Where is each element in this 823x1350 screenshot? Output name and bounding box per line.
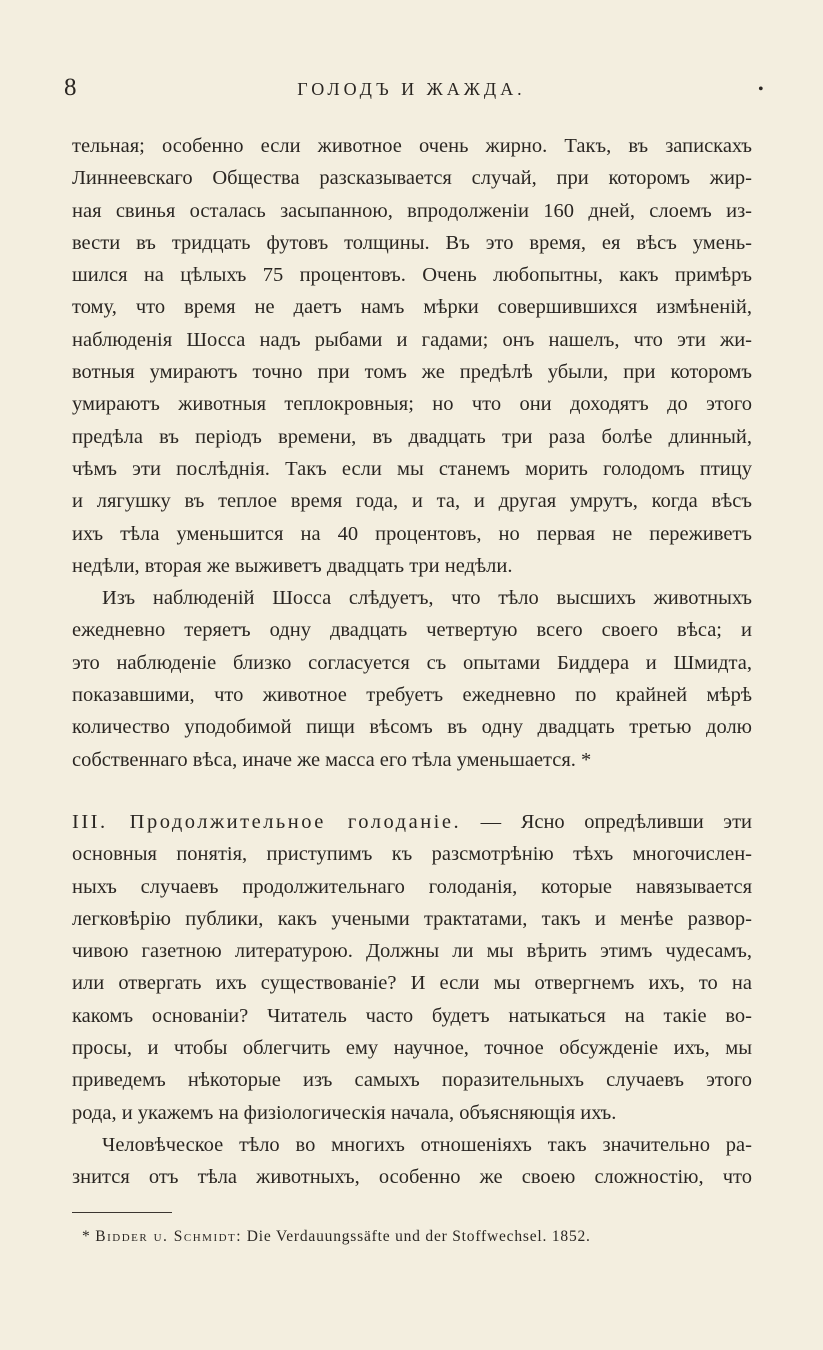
text-line: приведемъ нѣкоторые изъ самыхъ поразительныхъ случаевъ этого (72, 1069, 752, 1092)
text-line: ныхъ случаевъ продолжительнаго голоданія, которые навязывается (72, 875, 752, 898)
text-line: рода, и укажемъ на физіологическія начала, объясняющія ихъ. (72, 1101, 617, 1124)
text-line: вести въ тридцать футовъ толщины. Въ это время, ея вѣсъ умень- (72, 231, 752, 254)
text-line: предѣла въ періодъ времени, въ двадцать три раза болѣе длинный, (72, 425, 752, 448)
text-line: легковѣрію публики, какъ учеными трактатами, такъ и менѣе развор- (72, 907, 752, 930)
text-line: это наблюденіе близко согласуется съ опытами Биддера и Шмидта, (72, 651, 752, 674)
text-line: ежедневно теряетъ одну двадцать четвертую всего своего вѣса; и (72, 619, 752, 642)
text-line: или отвергать ихъ существованіе? И если мы отвергнемъ ихъ, то на (72, 972, 752, 995)
text-line: Линнеевскаго Общества разсказывается случай, при которомъ жир- (72, 167, 752, 190)
text-line: наблюденія Шосса надъ рыбами и гадами; онъ нашелъ, что эти жи- (72, 328, 752, 351)
footnote-marker: * (82, 1228, 91, 1245)
text-line: вотныя умираютъ точно при томъ же предѣлѣ убыли, при которомъ (72, 361, 752, 384)
footnote-authors: Bidder u. Schmidt: (95, 1228, 243, 1245)
text-line: основныя понятія, приступимъ къ разсмотрѣнію тѣхъ многочислен- (72, 843, 752, 866)
text-block-2 (72, 806, 752, 1194)
text-line: и лягушку въ теплое время года, и та, и другая умрутъ, когда вѣсъ (72, 490, 752, 513)
text-line: какомъ основаніи? Читатель часто будетъ натыкаться на такіе во- (72, 1004, 752, 1027)
footnote (82, 1228, 591, 1246)
text-line: чивою газетною литературою. Должны ли мы вѣрить этимъ чудесамъ, (72, 940, 752, 963)
text-line: количество уподобимой пищи вѣсомъ въ одну двадцать третью долю (72, 716, 752, 739)
text-line: недѣли, вторая же выживетъ двадцать три недѣли. (72, 554, 513, 577)
page-number: 8 (64, 74, 78, 101)
text-line: Человѣческое тѣло во многихъ отношеніяхъ такъ значительно ра- (102, 1133, 752, 1156)
text-block-1 (72, 130, 752, 776)
running-title: ГОЛОДЪ И ЖАЖДА. (297, 79, 526, 99)
text-line: Изъ наблюденій Шосса слѣдуетъ, что тѣло высшихъ животныхъ (102, 587, 752, 610)
section-heading: III. Продолжительное голоданіе. (72, 811, 462, 833)
header-ornament: • (758, 81, 764, 98)
text-line: ихъ тѣла уменьшится на 40 процентовъ, но первая не переживетъ (72, 522, 752, 545)
footnote-rule (72, 1212, 172, 1213)
text-line: шился на цѣлыхъ 75 процентовъ. Очень любопытны, какъ примѣръ (72, 264, 752, 287)
section-first-line (72, 806, 752, 838)
text-line: умираютъ животныя теплокровныя; но что они доходятъ до этого (72, 393, 752, 416)
text-line: знится отъ тѣла животныхъ, особенно же своею сложностію, что (72, 1166, 752, 1189)
text-line: показавшими, что животное требуетъ ежедневно по крайней мѣрѣ (72, 684, 752, 707)
footnote-text: Die Verdauungssäfte und der Stoffwechsel. 1852. (246, 1228, 591, 1245)
text-line: ная свинья осталась засыпанною, впродолженіи 160 дней, слоемъ из- (72, 199, 752, 222)
text-line: собственнаго вѣса, иначе же масса его тѣла уменьшается. * (72, 748, 592, 771)
text-line: чѣмъ эти послѣднія. Такъ если мы станемъ морить голодомъ птицу (72, 457, 752, 480)
text-line: просы, и чтобы облегчить ему научное, точное обсужденіе ихъ, мы (72, 1037, 752, 1060)
text-line: тельная; особенно если животное очень жирно. Такъ, въ запискахъ (72, 135, 752, 157)
text-line: тому, что время не даетъ намъ мѣрки совершившихся измѣненій, (72, 296, 752, 319)
section-line-text: — Ясно опредѣливши эти (461, 811, 752, 833)
